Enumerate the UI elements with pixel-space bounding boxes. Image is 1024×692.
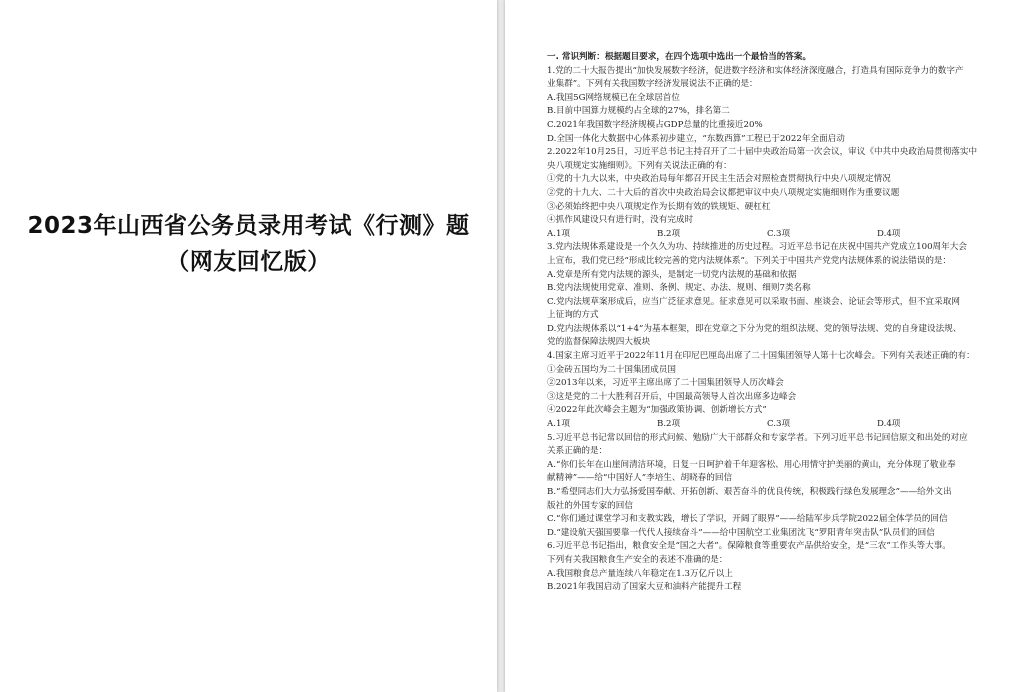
statement-item: ③必须始终把中央八项规定作为长期有效的铁规矩、硬杠杠 [547,201,771,212]
question-stem-line: 关系正确的是： [547,446,608,457]
answer-option: D.4项 [877,228,901,239]
document-subtitle: （网友回忆版） [166,249,331,275]
question-3 [547,241,992,350]
question-stem-line: 央八项规定实施细则》。下列有关说法正确的有： [547,160,732,171]
answer-option: A.我国5G网络规模已在全球居首位 [547,92,680,103]
answer-option: A.1项 [547,419,570,430]
question-1 [547,65,992,147]
answer-option: A.1项 [547,228,570,239]
question-stem-line: 业集群”。下列有关我国数字经济发展说法不正确的是： [547,79,758,90]
answer-option: 版社的外国专家的回信 [547,500,633,511]
question-stem-line: 下列有关我国粮食生产安全的表述不准确的是： [547,554,728,565]
answer-option: C.2021年我国数字经济规模占GDP总量的比重接近20% [547,119,763,130]
answer-option: 献精神”——给“中国好人”李培生、胡晓春的回信 [547,473,733,484]
question-stem-line: 4.国家主席习近平于2022年11月在印尼巴厘岛出席了二十国集团领导人第十七次峰会。下列有关表述正确的有： [547,351,975,362]
answer-option: A.党章是所有党内法规的源头，是制定一切党内法规的基础和依据 [547,269,797,280]
answer-option: B.“希望同志们大力弘扬爱国奉献、开拓创新、艰苦奋斗的优良传统，积极践行绿色发展理念”——给外文出 [547,487,952,497]
statement-item: ④抓作风建设只有进行时，没有完成时 [547,215,694,226]
question-2 [547,146,992,241]
answer-option: B.2项 [657,419,681,430]
answer-option: D.“建设航天强国要靠一代代人接续奋斗”——给中国航空工业集团沈飞“罗阳青年突击队”队员们的回信 [547,527,935,538]
question-stem-line: 6.习近平总书记指出，粮食安全是“国之大者”。保障粮食等重要农产品供给安全，是“三农”工作头等大事。 [547,541,951,552]
question-stem-line: 上宣布，我们党已经“形成比较完善的党内法规体系”。下列关于中国共产党党内法规体系的说法错误的是： [547,255,952,266]
answer-option: D.4项 [877,419,901,430]
answer-option: A.我国粮食总产量连续八年稳定在1.3万亿斤以上 [547,568,733,579]
right-page [505,0,1024,692]
statement-item: ④2022年此次峰会主题为“加强政策协调、创新增长方式” [547,405,767,416]
section-header: 一. 常识判断：根据题目要求，在四个选项中选出一个最恰当的答案。 [547,52,812,62]
answer-options-row [547,418,992,432]
statement-item: ①党的十九大以来，中央政治局每年都召开民主生活会对照检查贯彻执行中央八项规定情况 [547,174,891,185]
answer-option: C.“你们通过课堂学习和支教实践，增长了学识，开阔了眼界”——给陆军步兵学院2022届全体学员的回信 [547,514,948,525]
question-stem-line: 3.党内法规体系建设是一个久久为功、持续推进的历史过程。习近平总书记在庆祝中国共产党成立100周年大会 [547,242,967,253]
question-stem-line: 1.党的二十大报告提出“加快发展数字经济，促进数字经济和实体经济深度融合，打造具有国际竞争力的数字产 [547,65,964,76]
answer-option: C.党内法规草案形成后，应当广泛征求意见。征求意见可以采取书面、座谈会、论证会等形式，但不宜采取网 [547,296,960,307]
question-5 [547,432,992,541]
answer-option: B.2021年我国启动了国家大豆和油料产能提升工程 [547,582,742,593]
question-4 [547,350,992,432]
question-6 [547,540,992,594]
document-title: 2023年山西省公务员录用考试《行测》题 [27,213,470,239]
answer-option: D.党内法规体系以“1+4”为基本框架，即在党章之下分为党的组织法规、党的领导法规、党的自身建设法规、 [547,323,962,334]
answer-option: B.目前中国算力规模约占全球的27%，排名第二 [547,106,730,117]
answer-options-row [547,228,992,242]
answer-option: D.全国一体化大数据中心体系初步建立，“东数西算”工程已于2022年全面启动 [547,133,845,144]
statement-item: ①金砖五国均为二十国集团成员国 [547,364,676,375]
question-stem-line: 5.习近平总书记常以回信的形式问候、勉励广大干部群众和专家学者。下列习近平总书记回信原文和出处的对应 [547,432,968,443]
answer-option: C.3项 [767,419,791,430]
answer-option: C.3项 [767,228,791,239]
question-list [547,65,992,595]
answer-option: 上征询的方式 [547,310,599,321]
answer-option: 党的监督保障法规四大板块 [547,337,651,348]
answer-option: A.“你们长年在山崖间清洁环境，日复一日呵护着千年迎客松、用心用情守护美丽的黄山，充分体现了敬业奉 [547,459,956,470]
statement-item: ②2013年以来，习近平主席出席了二十国集团领导人历次峰会 [547,378,784,389]
statement-item: ②党的十九大、二十大后的首次中央政治局会议都把审议中央八项规定实施细则作为重要议题 [547,187,900,198]
answer-option: B.党内法规使用党章、准则、条例、规定、办法、规则、细则7类名称 [547,283,811,294]
question-stem-line: 2.2022年10月25日，习近平总书记主持召开了二十届中央政治局第一次会议，审议《中共中央政治局贯彻落实中 [547,147,978,158]
left-page [0,0,497,692]
statement-item: ③这是党的二十大胜利召开后，中国最高领导人首次出席多边峰会 [547,391,797,402]
exam-content [547,51,992,595]
answer-option: B.2项 [657,228,681,239]
